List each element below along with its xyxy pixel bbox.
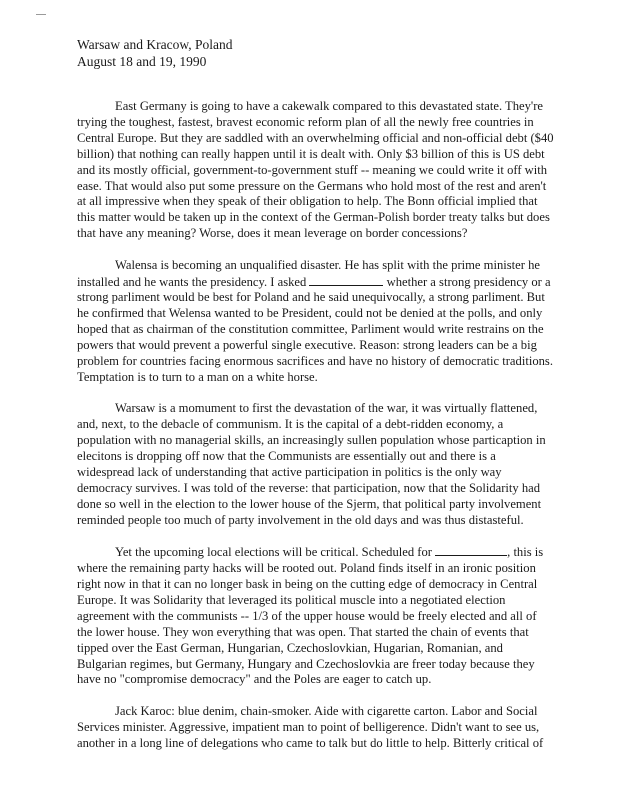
document-body [77, 99, 555, 767]
name-blank [309, 274, 383, 286]
paragraph-elections-start: Yet the upcoming local elections will be critical. Scheduled for [115, 545, 436, 560]
letter-header [77, 36, 233, 70]
header-location: Warsaw and Kracow, Poland [77, 37, 233, 52]
scan-mark [36, 14, 46, 15]
paragraph-walensa [77, 258, 555, 386]
date-blank [435, 544, 507, 556]
paragraph-karoc: Jack Karoc: blue denim, chain-smoker. Aide with cigarette carton. Labor and Social Services minister. Aggressive, impatient man to point of belligerence. Didn't want to see us, another in a long line of delegations who came to talk but do little to help. Bitterly critical of [77, 703, 544, 750]
paragraph-walensa-end: whether a strong presidency or a strong parliment would be best for Poland and he said unequivocally, a strong parliment. But he confirmed that Welensa wanted to be President, could not be denied at the polls, and only hoped that as chairman of the constitution committee, Parliment would write restrains on the powers that would prevent a powerful single executive. Reason: strong leaders can be a big problem for countries facing enormous sacrifices and have no history of democratic traditions. Temptation is to turn to a man on a white horse. [77, 274, 553, 384]
paragraph-elections [77, 544, 555, 688]
paragraph-warsaw: Warsaw is a momument to first the devastation of the war, it was virtually flattened, and, next, to the debacle of communism. It is the capital of a debt-ridden economy, a population with no managerial skills, an increasingly sullen population whose particaption in elecitons is dropping off now that the Communists are essentially out and there is a widespread lack of understanding that active participation in politics is the only way democracy survives. I was told of the reverse: that participation, now that the Solidarity had done so well in the election to the lower house of the Sjerm, that political party involvement reminded people too much of party involvement in the old days and was thus distasteful. [77, 401, 546, 527]
paragraph-walensa-start: Walensa is becoming an unqualified disaster. He has split with the prime minister he installed and he wants the presidency. I asked [77, 257, 540, 289]
header-date: August 18 and 19, 1990 [77, 54, 207, 69]
paragraph-debt: East Germany is going to have a cakewalk compared to this devastated state. They're trying the toughest, fastest, bravest economic reform plan of all the newly free countries in Central Europe. But they are saddled with an overwhelming official and non-official debt ($40 billion) that nothing can really happen until it is dealt with. Only $3 billion of this is US debt and its mostly official, government-to-government stuff -- meaning we could write it off with ease. That would also put some pressure on the Germans who hold most of the rest and aren't at all impressive when they speak of their obligation to help. The Bonn official implied that this matter would be taken up in the context of the German-Polish border treaty talks but does that have any meaning? Worse, does it mean leverage on border concessions? [77, 99, 554, 241]
paragraph-elections-end: , this is where the remaining party hacks will be rooted out. Poland finds itself in an ironic position right now in that it can no longer bask in being on the cutting edge of democracy in Central Europe. It was Solidarity that leveraged its political muscle into a negotiated election agreement with the communists -- 1/3 of the upper house would be freely elected and all of the lower house. They won everything that was open. That started the chain of events that tipped over the East German, Hungarian, Czechoslovkian, Hugarian, Romanian, and Bulgarian regimes, but Germany, Hungary and Czechoslovkia are freer today because they have no "compromise democracy" and the Poles are eager to catch up. [77, 545, 544, 687]
